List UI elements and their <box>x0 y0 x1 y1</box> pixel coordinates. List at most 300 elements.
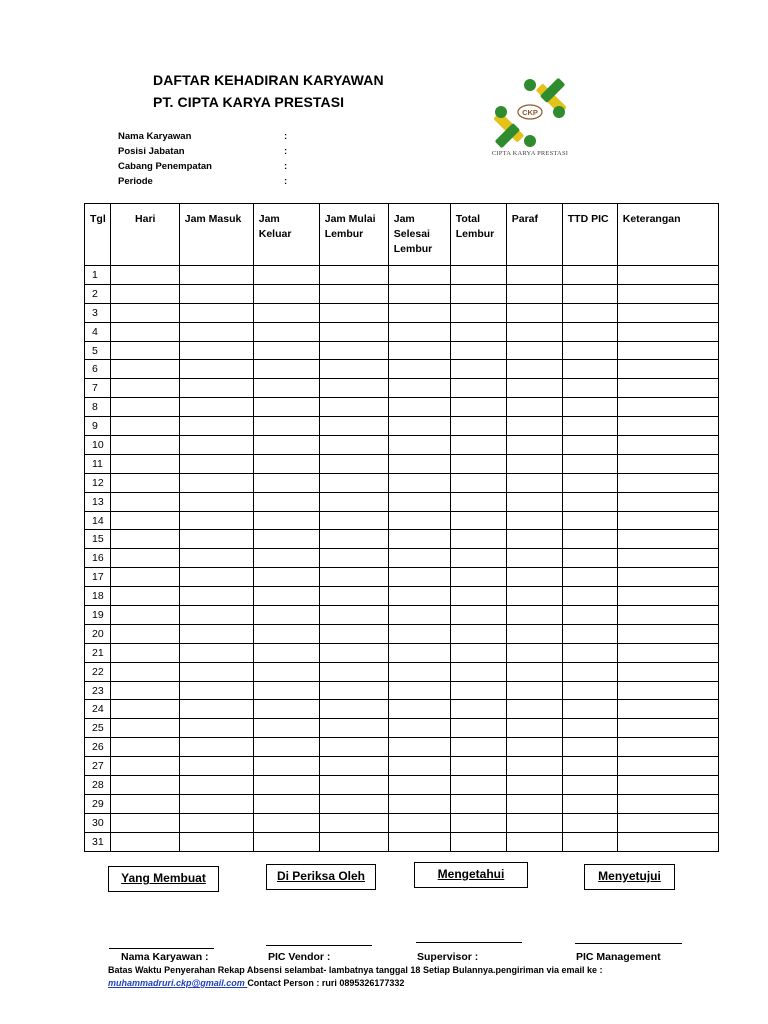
table-cell[interactable] <box>506 341 562 360</box>
table-cell[interactable] <box>388 454 450 473</box>
table-cell[interactable] <box>110 700 179 719</box>
table-cell[interactable] <box>110 398 179 417</box>
table-cell[interactable] <box>319 738 388 757</box>
table-cell[interactable] <box>253 549 319 568</box>
table-cell[interactable] <box>253 530 319 549</box>
table-cell[interactable] <box>110 322 179 341</box>
table-cell[interactable] <box>388 341 450 360</box>
table-cell[interactable] <box>450 473 506 492</box>
table-cell[interactable] <box>388 738 450 757</box>
table-cell[interactable] <box>562 341 617 360</box>
table-cell[interactable] <box>562 454 617 473</box>
table-cell[interactable] <box>617 587 718 606</box>
table-cell[interactable] <box>388 436 450 455</box>
table-cell[interactable] <box>110 624 179 643</box>
table-cell[interactable] <box>388 379 450 398</box>
table-cell[interactable] <box>450 379 506 398</box>
table-cell[interactable] <box>562 266 617 285</box>
table-cell[interactable] <box>450 587 506 606</box>
table-cell[interactable] <box>110 681 179 700</box>
table-cell[interactable] <box>562 794 617 813</box>
column-header-line: Total <box>455 213 481 225</box>
table-cell[interactable] <box>110 643 179 662</box>
table-cell[interactable] <box>253 832 319 851</box>
table-cell[interactable] <box>319 794 388 813</box>
day-number: 22 <box>85 662 111 681</box>
table-cell[interactable] <box>179 417 253 436</box>
table-cell[interactable] <box>450 322 506 341</box>
table-cell[interactable] <box>617 643 718 662</box>
table-cell[interactable] <box>110 606 179 625</box>
column-header-line: Jam <box>393 213 415 225</box>
table-cell[interactable] <box>319 322 388 341</box>
table-cell[interactable] <box>110 360 179 379</box>
table-cell[interactable] <box>388 757 450 776</box>
table-cell[interactable] <box>253 417 319 436</box>
table-cell[interactable] <box>110 832 179 851</box>
table-cell[interactable] <box>617 662 718 681</box>
table-cell[interactable] <box>562 303 617 322</box>
table-cell[interactable] <box>110 436 179 455</box>
table-cell[interactable] <box>450 757 506 776</box>
table-cell[interactable] <box>388 549 450 568</box>
day-number: 28 <box>85 776 111 795</box>
table-cell[interactable] <box>179 568 253 587</box>
table-cell[interactable] <box>506 549 562 568</box>
table-cell[interactable] <box>617 719 718 738</box>
table-cell[interactable] <box>562 738 617 757</box>
table-cell[interactable] <box>617 322 718 341</box>
table-cell[interactable] <box>506 303 562 322</box>
table-cell[interactable] <box>506 681 562 700</box>
table-cell[interactable] <box>617 284 718 303</box>
table-cell[interactable] <box>617 606 718 625</box>
table-cell[interactable] <box>253 587 319 606</box>
table-cell[interactable] <box>110 473 179 492</box>
table-cell[interactable] <box>388 719 450 738</box>
table-cell[interactable] <box>617 266 718 285</box>
table-cell[interactable] <box>506 379 562 398</box>
table-cell[interactable] <box>506 492 562 511</box>
table-cell[interactable] <box>562 606 617 625</box>
table-cell[interactable] <box>450 776 506 795</box>
table-cell[interactable] <box>388 794 450 813</box>
column-header-line: Jam Mulai <box>324 213 376 225</box>
table-cell[interactable] <box>506 624 562 643</box>
table-cell[interactable] <box>562 776 617 795</box>
table-cell[interactable] <box>388 624 450 643</box>
table-cell[interactable] <box>506 643 562 662</box>
table-cell[interactable] <box>388 813 450 832</box>
table-cell[interactable] <box>253 436 319 455</box>
table-cell[interactable] <box>562 398 617 417</box>
table-cell[interactable] <box>110 511 179 530</box>
table-cell[interactable] <box>388 606 450 625</box>
table-cell[interactable] <box>450 436 506 455</box>
table-cell[interactable] <box>319 624 388 643</box>
table-cell[interactable] <box>179 322 253 341</box>
table-cell[interactable] <box>253 738 319 757</box>
table-cell[interactable] <box>450 417 506 436</box>
table-cell[interactable] <box>562 322 617 341</box>
table-cell[interactable] <box>450 568 506 587</box>
table-cell[interactable] <box>319 379 388 398</box>
table-cell[interactable] <box>253 776 319 795</box>
table-cell[interactable] <box>617 738 718 757</box>
table-cell[interactable] <box>388 530 450 549</box>
table-cell[interactable] <box>319 341 388 360</box>
table-header-row <box>85 204 719 266</box>
table-cell[interactable] <box>506 813 562 832</box>
column-header <box>179 204 253 266</box>
table-cell[interactable] <box>506 454 562 473</box>
table-cell[interactable] <box>617 757 718 776</box>
table-cell[interactable] <box>319 568 388 587</box>
table-cell[interactable] <box>253 757 319 776</box>
table-cell[interactable] <box>450 662 506 681</box>
table-cell[interactable] <box>617 549 718 568</box>
day-number: 30 <box>85 813 111 832</box>
table-cell[interactable] <box>506 436 562 455</box>
table-cell[interactable] <box>506 757 562 776</box>
table-cell[interactable] <box>617 303 718 322</box>
table-cell[interactable] <box>253 303 319 322</box>
table-cell[interactable] <box>562 757 617 776</box>
table-cell[interactable] <box>617 794 718 813</box>
table-cell[interactable] <box>253 492 319 511</box>
table-cell[interactable] <box>319 417 388 436</box>
table-cell[interactable] <box>388 511 450 530</box>
table-cell[interactable] <box>179 341 253 360</box>
table-cell[interactable] <box>110 738 179 757</box>
table-cell[interactable] <box>388 473 450 492</box>
table-cell[interactable] <box>388 776 450 795</box>
table-cell[interactable] <box>562 549 617 568</box>
table-cell[interactable] <box>388 568 450 587</box>
column-header-line: Keterangan <box>622 213 681 225</box>
table-cell[interactable] <box>319 360 388 379</box>
info-row-name <box>118 129 288 144</box>
table-cell[interactable] <box>388 662 450 681</box>
table-cell[interactable] <box>450 530 506 549</box>
table-cell[interactable] <box>179 473 253 492</box>
table-cell[interactable] <box>617 492 718 511</box>
day-number: 11 <box>85 454 111 473</box>
table-cell[interactable] <box>617 568 718 587</box>
table-cell[interactable] <box>450 832 506 851</box>
table-cell[interactable] <box>253 643 319 662</box>
table-cell[interactable] <box>179 492 253 511</box>
table-cell[interactable] <box>388 417 450 436</box>
table-cell[interactable] <box>179 662 253 681</box>
table-cell[interactable] <box>110 303 179 322</box>
table-cell[interactable] <box>179 624 253 643</box>
table-cell[interactable] <box>319 303 388 322</box>
table-cell[interactable] <box>562 587 617 606</box>
table-cell[interactable] <box>388 700 450 719</box>
table-cell[interactable] <box>450 681 506 700</box>
table-cell[interactable] <box>617 681 718 700</box>
table-cell[interactable] <box>617 360 718 379</box>
table-cell[interactable] <box>506 738 562 757</box>
table-cell[interactable] <box>506 473 562 492</box>
table-cell[interactable] <box>319 813 388 832</box>
table-cell[interactable] <box>253 473 319 492</box>
table-cell[interactable] <box>179 681 253 700</box>
table-cell[interactable] <box>388 303 450 322</box>
table-cell[interactable] <box>617 624 718 643</box>
table-cell[interactable] <box>617 341 718 360</box>
table-cell[interactable] <box>110 492 179 511</box>
table-cell[interactable] <box>562 568 617 587</box>
table-cell[interactable] <box>253 794 319 813</box>
table-cell[interactable] <box>179 266 253 285</box>
table-cell[interactable] <box>450 794 506 813</box>
table-cell[interactable] <box>617 436 718 455</box>
table-cell[interactable] <box>562 284 617 303</box>
table-cell[interactable] <box>110 530 179 549</box>
table-cell[interactable] <box>253 511 319 530</box>
table-cell[interactable] <box>617 700 718 719</box>
table-cell[interactable] <box>562 662 617 681</box>
table-cell[interactable] <box>506 832 562 851</box>
table-cell[interactable] <box>562 700 617 719</box>
table-cell[interactable] <box>562 511 617 530</box>
table-cell[interactable] <box>179 530 253 549</box>
table-cell[interactable] <box>319 436 388 455</box>
table-cell[interactable] <box>179 398 253 417</box>
table-cell[interactable] <box>179 813 253 832</box>
table-cell[interactable] <box>319 700 388 719</box>
table-cell[interactable] <box>319 511 388 530</box>
info-colon: : <box>284 131 288 142</box>
table-cell[interactable] <box>506 322 562 341</box>
table-cell[interactable] <box>253 398 319 417</box>
table-cell[interactable] <box>562 417 617 436</box>
table-cell[interactable] <box>388 360 450 379</box>
contact-person: Contact Person : ruri 0895326177332 <box>247 978 405 988</box>
table-cell[interactable] <box>506 794 562 813</box>
table-cell[interactable] <box>319 662 388 681</box>
table-cell[interactable] <box>110 662 179 681</box>
table-cell[interactable] <box>179 776 253 795</box>
table-cell[interactable] <box>617 813 718 832</box>
table-cell[interactable] <box>319 530 388 549</box>
table-cell[interactable] <box>319 266 388 285</box>
table-row <box>85 398 719 417</box>
table-cell[interactable] <box>388 587 450 606</box>
table-cell[interactable] <box>388 492 450 511</box>
table-cell[interactable] <box>450 284 506 303</box>
table-cell[interactable] <box>179 284 253 303</box>
table-cell[interactable] <box>562 436 617 455</box>
table-cell[interactable] <box>562 360 617 379</box>
table-cell[interactable] <box>617 398 718 417</box>
signer-employee: Nama Karyawan : <box>121 951 209 963</box>
table-cell[interactable] <box>319 757 388 776</box>
table-cell[interactable] <box>110 776 179 795</box>
table-cell[interactable] <box>506 568 562 587</box>
table-cell[interactable] <box>110 794 179 813</box>
table-cell[interactable] <box>617 417 718 436</box>
table-cell[interactable] <box>506 284 562 303</box>
table-cell[interactable] <box>388 322 450 341</box>
table-cell[interactable] <box>562 492 617 511</box>
table-cell[interactable] <box>179 511 253 530</box>
table-cell[interactable] <box>179 379 253 398</box>
table-cell[interactable] <box>450 303 506 322</box>
table-cell[interactable] <box>450 700 506 719</box>
table-cell[interactable] <box>319 473 388 492</box>
table-cell[interactable] <box>319 606 388 625</box>
table-cell[interactable] <box>253 322 319 341</box>
table-cell[interactable] <box>110 341 179 360</box>
table-cell[interactable] <box>506 530 562 549</box>
table-cell[interactable] <box>319 776 388 795</box>
table-cell[interactable] <box>319 643 388 662</box>
table-cell[interactable] <box>319 832 388 851</box>
table-cell[interactable] <box>319 284 388 303</box>
table-cell[interactable] <box>253 360 319 379</box>
table-cell[interactable] <box>450 360 506 379</box>
table-cell[interactable] <box>562 643 617 662</box>
table-cell[interactable] <box>110 379 179 398</box>
table-cell[interactable] <box>110 719 179 738</box>
table-cell[interactable] <box>617 832 718 851</box>
table-cell[interactable] <box>450 606 506 625</box>
table-cell[interactable] <box>562 530 617 549</box>
table-cell[interactable] <box>450 624 506 643</box>
table-cell[interactable] <box>388 832 450 851</box>
table-cell[interactable] <box>617 530 718 549</box>
table-cell[interactable] <box>450 454 506 473</box>
table-cell[interactable] <box>253 813 319 832</box>
table-cell[interactable] <box>506 417 562 436</box>
table-cell[interactable] <box>506 511 562 530</box>
table-cell[interactable] <box>253 681 319 700</box>
table-cell[interactable] <box>110 549 179 568</box>
table-cell[interactable] <box>450 511 506 530</box>
table-cell[interactable] <box>450 341 506 360</box>
table-cell[interactable] <box>179 606 253 625</box>
table-cell[interactable] <box>617 776 718 795</box>
table-cell[interactable] <box>450 266 506 285</box>
table-cell[interactable] <box>506 776 562 795</box>
table-cell[interactable] <box>450 643 506 662</box>
table-cell[interactable] <box>506 662 562 681</box>
table-cell[interactable] <box>179 700 253 719</box>
table-cell[interactable] <box>253 662 319 681</box>
table-cell[interactable] <box>562 473 617 492</box>
table-cell[interactable] <box>110 568 179 587</box>
table-cell[interactable] <box>253 454 319 473</box>
table-cell[interactable] <box>179 832 253 851</box>
table-cell[interactable] <box>179 436 253 455</box>
table-cell[interactable] <box>388 681 450 700</box>
table-cell[interactable] <box>506 606 562 625</box>
table-cell[interactable] <box>617 473 718 492</box>
table-cell[interactable] <box>617 379 718 398</box>
table-row <box>85 511 719 530</box>
table-cell[interactable] <box>319 454 388 473</box>
table-cell[interactable] <box>562 379 617 398</box>
table-cell[interactable] <box>562 624 617 643</box>
email-link[interactable]: muhammadruri.ckp@gmail.com <box>108 978 248 988</box>
table-cell[interactable] <box>110 757 179 776</box>
table-cell[interactable] <box>450 738 506 757</box>
table-cell[interactable] <box>450 719 506 738</box>
table-cell[interactable] <box>179 738 253 757</box>
table-cell[interactable] <box>506 719 562 738</box>
table-cell[interactable] <box>179 719 253 738</box>
table-cell[interactable] <box>319 398 388 417</box>
table-cell[interactable] <box>253 341 319 360</box>
table-row <box>85 624 719 643</box>
table-cell[interactable] <box>506 398 562 417</box>
table-cell[interactable] <box>450 549 506 568</box>
table-cell[interactable] <box>179 643 253 662</box>
table-cell[interactable] <box>110 454 179 473</box>
table-cell[interactable] <box>388 398 450 417</box>
table-cell[interactable] <box>450 398 506 417</box>
table-cell[interactable] <box>617 511 718 530</box>
table-cell[interactable] <box>110 284 179 303</box>
table-cell[interactable] <box>319 492 388 511</box>
table-cell[interactable] <box>450 492 506 511</box>
table-cell[interactable] <box>253 266 319 285</box>
table-cell[interactable] <box>253 284 319 303</box>
table-cell[interactable] <box>179 303 253 322</box>
table-cell[interactable] <box>179 549 253 568</box>
table-cell[interactable] <box>253 624 319 643</box>
table-cell[interactable] <box>253 568 319 587</box>
table-cell[interactable] <box>506 587 562 606</box>
table-cell[interactable] <box>319 681 388 700</box>
table-cell[interactable] <box>253 719 319 738</box>
table-cell[interactable] <box>179 360 253 379</box>
day-number: 26 <box>85 738 111 757</box>
table-cell[interactable] <box>562 719 617 738</box>
table-cell[interactable] <box>179 794 253 813</box>
table-cell[interactable] <box>319 549 388 568</box>
table-cell[interactable] <box>506 360 562 379</box>
table-cell[interactable] <box>562 832 617 851</box>
table-cell[interactable] <box>506 266 562 285</box>
signature-line <box>575 943 682 944</box>
table-cell[interactable] <box>253 700 319 719</box>
table-cell[interactable] <box>179 757 253 776</box>
table-cell[interactable] <box>179 587 253 606</box>
table-cell[interactable] <box>253 379 319 398</box>
table-cell[interactable] <box>179 454 253 473</box>
table-cell[interactable] <box>388 643 450 662</box>
table-cell[interactable] <box>110 266 179 285</box>
table-cell[interactable] <box>388 266 450 285</box>
table-cell[interactable] <box>110 813 179 832</box>
table-cell[interactable] <box>562 813 617 832</box>
table-cell[interactable] <box>110 587 179 606</box>
table-cell[interactable] <box>617 454 718 473</box>
table-cell[interactable] <box>319 587 388 606</box>
day-number: 9 <box>85 417 111 436</box>
table-cell[interactable] <box>319 719 388 738</box>
table-cell[interactable] <box>110 417 179 436</box>
table-cell[interactable] <box>562 681 617 700</box>
table-cell[interactable] <box>253 606 319 625</box>
table-cell[interactable] <box>388 284 450 303</box>
table-cell[interactable] <box>506 700 562 719</box>
table-cell[interactable] <box>450 813 506 832</box>
